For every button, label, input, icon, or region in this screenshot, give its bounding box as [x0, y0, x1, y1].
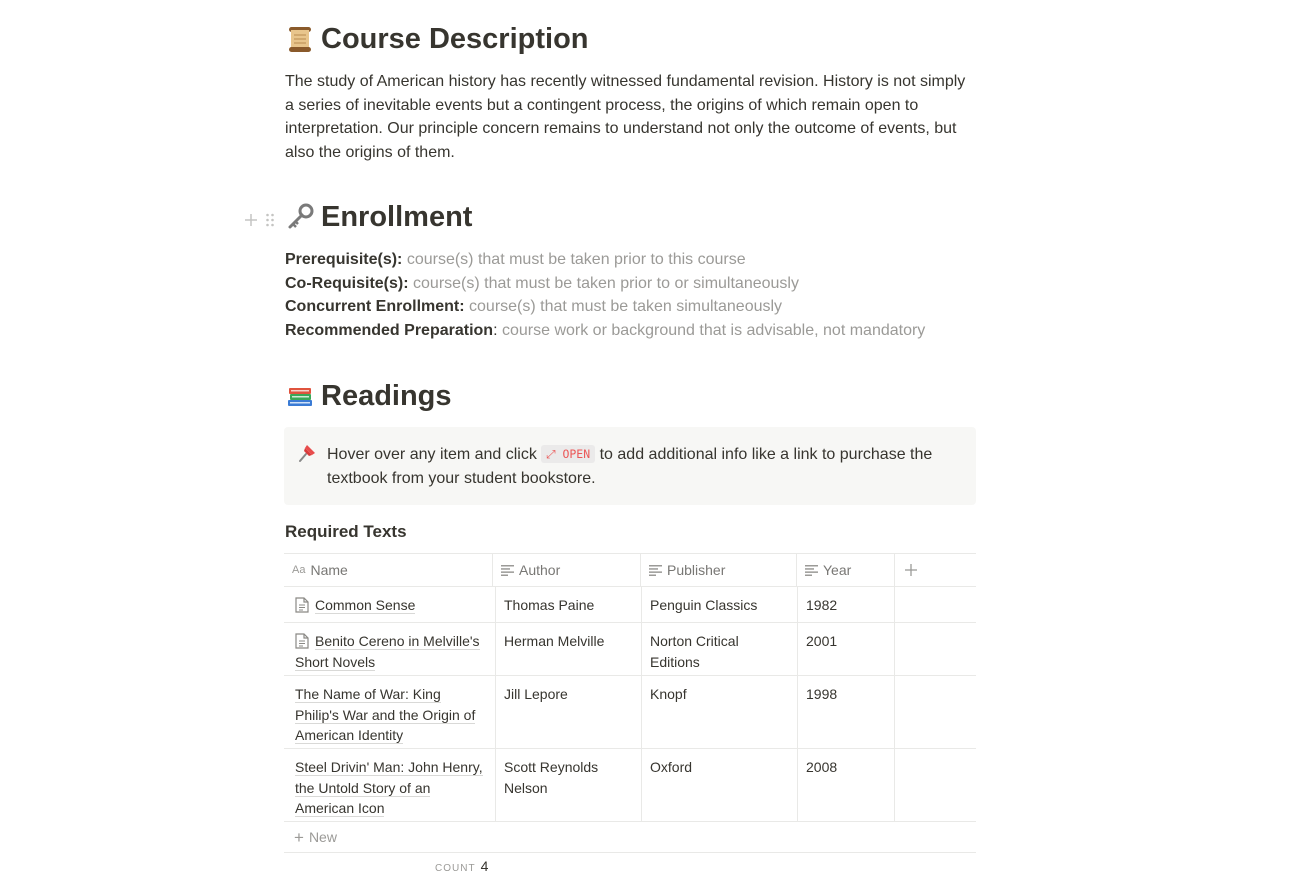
row-title[interactable]: Steel Drivin' Man: John Henry, the Untold Story of an American Icon [295, 759, 483, 816]
scroll-icon [285, 24, 315, 54]
column-header-publisher[interactable] [641, 554, 797, 586]
table-row[interactable] [284, 676, 976, 749]
text-property-icon [805, 565, 818, 576]
row-title[interactable]: The Name of War: King Philip's War and the Origin of American Identity [295, 686, 476, 743]
enrollment-title: Enrollment [321, 201, 473, 233]
cell-empty [895, 587, 976, 622]
cell-empty [895, 749, 976, 821]
drag-handle-icon[interactable] [265, 212, 275, 228]
column-header-label: Publisher [667, 562, 726, 578]
cell-author[interactable]: Thomas Paine [496, 587, 642, 622]
block-handle[interactable] [243, 207, 283, 233]
column-header-label: Name [310, 562, 348, 578]
cell-name[interactable] [284, 749, 496, 821]
row-title[interactable]: Common Sense [315, 597, 416, 613]
table-count[interactable] [435, 858, 488, 874]
callout-block [284, 427, 976, 505]
table-row[interactable] [284, 587, 976, 623]
enrollment-heading [285, 200, 472, 235]
enrollment-item-concurrent [285, 295, 782, 319]
count-value: 4 [480, 858, 489, 874]
enrollment-item-prerequisite [285, 248, 746, 272]
add-block-icon[interactable] [243, 212, 259, 228]
course-description-heading [285, 22, 589, 57]
row-title[interactable]: Benito Cereno in Melville's Short Novels [295, 633, 480, 670]
enrollment-desc: course(s) that must be taken simultaneously [469, 298, 783, 315]
enrollment-label: Recommended Preparation [285, 322, 494, 339]
cell-empty [895, 623, 976, 675]
cell-name[interactable] [284, 587, 496, 622]
enrollment-desc: course work or background that is advisable, not mandatory [501, 322, 926, 339]
enrollment-label-colon: : [493, 322, 498, 339]
books-icon [285, 381, 315, 411]
enrollment-label: Prerequisite(s): [285, 251, 403, 268]
open-chip [541, 445, 595, 463]
readings-heading [285, 379, 452, 414]
open-chip-label: OPEN [562, 447, 591, 461]
column-header-year[interactable] [797, 554, 895, 586]
pushpin-icon [296, 442, 318, 464]
column-header-label: Year [823, 562, 852, 578]
plus-icon: + [294, 827, 304, 847]
enrollment-label: Co-Requisite(s): [285, 275, 409, 292]
required-texts-table [284, 553, 976, 853]
table-row[interactable] [284, 623, 976, 676]
table-title[interactable]: Required Texts [285, 522, 407, 541]
enrollment-item-corequisite [285, 272, 799, 296]
page-icon [295, 633, 309, 649]
table-row[interactable] [284, 749, 976, 822]
course-description-text: The study of American history has recently witnessed fundamental revision. History is not simply a series of inevitable events but a contingent process, the origins of which remain open to interpretation. Our principle concern remains to understand not only the outcome of events, but also the origins of them. [285, 73, 966, 161]
enrollment-desc: course(s) that must be taken prior to or simultaneously [413, 275, 799, 292]
cell-year[interactable]: 2008 [798, 749, 895, 821]
cell-publisher[interactable]: Norton Critical Editions [642, 623, 798, 675]
cell-author[interactable]: Herman Melville [496, 623, 642, 675]
cell-author[interactable]: Scott Reynolds Nelson [496, 749, 642, 821]
count-label: COUNT [435, 863, 476, 874]
cell-empty [895, 676, 976, 748]
title-property-icon: Aa [292, 564, 306, 576]
page-icon [295, 597, 309, 613]
cell-name[interactable] [284, 623, 496, 675]
callout-text [327, 443, 957, 490]
readings-title: Readings [321, 380, 452, 412]
cell-name[interactable] [284, 676, 496, 748]
plus-icon [905, 564, 917, 576]
cell-publisher[interactable]: Knopf [642, 676, 798, 748]
expand-icon: ⤢ [546, 447, 556, 461]
enrollment-item-recommended [285, 319, 925, 343]
cell-publisher[interactable]: Penguin Classics [642, 587, 798, 622]
text-property-icon [501, 565, 514, 576]
course-description-title: Course Description [321, 23, 589, 55]
column-header-author[interactable] [493, 554, 641, 586]
cell-year[interactable]: 1982 [798, 587, 895, 622]
add-new-row-button[interactable] [284, 822, 976, 853]
cell-year[interactable]: 1998 [798, 676, 895, 748]
cell-year[interactable]: 2001 [798, 623, 895, 675]
enrollment-desc: course(s) that must be taken prior to this course [406, 251, 746, 268]
key-icon [285, 202, 315, 232]
cell-publisher[interactable]: Oxford [642, 749, 798, 821]
cell-author[interactable]: Jill Lepore [496, 676, 642, 748]
add-property-button[interactable] [895, 554, 976, 586]
column-header-name[interactable] [284, 554, 493, 586]
new-row-label: New [308, 829, 337, 845]
table-header [284, 553, 976, 587]
column-header-label: Author [519, 562, 561, 578]
callout-text-after: to add additional info like a link to purchase the textbook from your student bookstore. [327, 446, 933, 487]
text-property-icon [649, 565, 662, 576]
enrollment-label: Concurrent Enrollment: [285, 298, 465, 315]
callout-text-before: Hover over any item and click [327, 446, 537, 463]
